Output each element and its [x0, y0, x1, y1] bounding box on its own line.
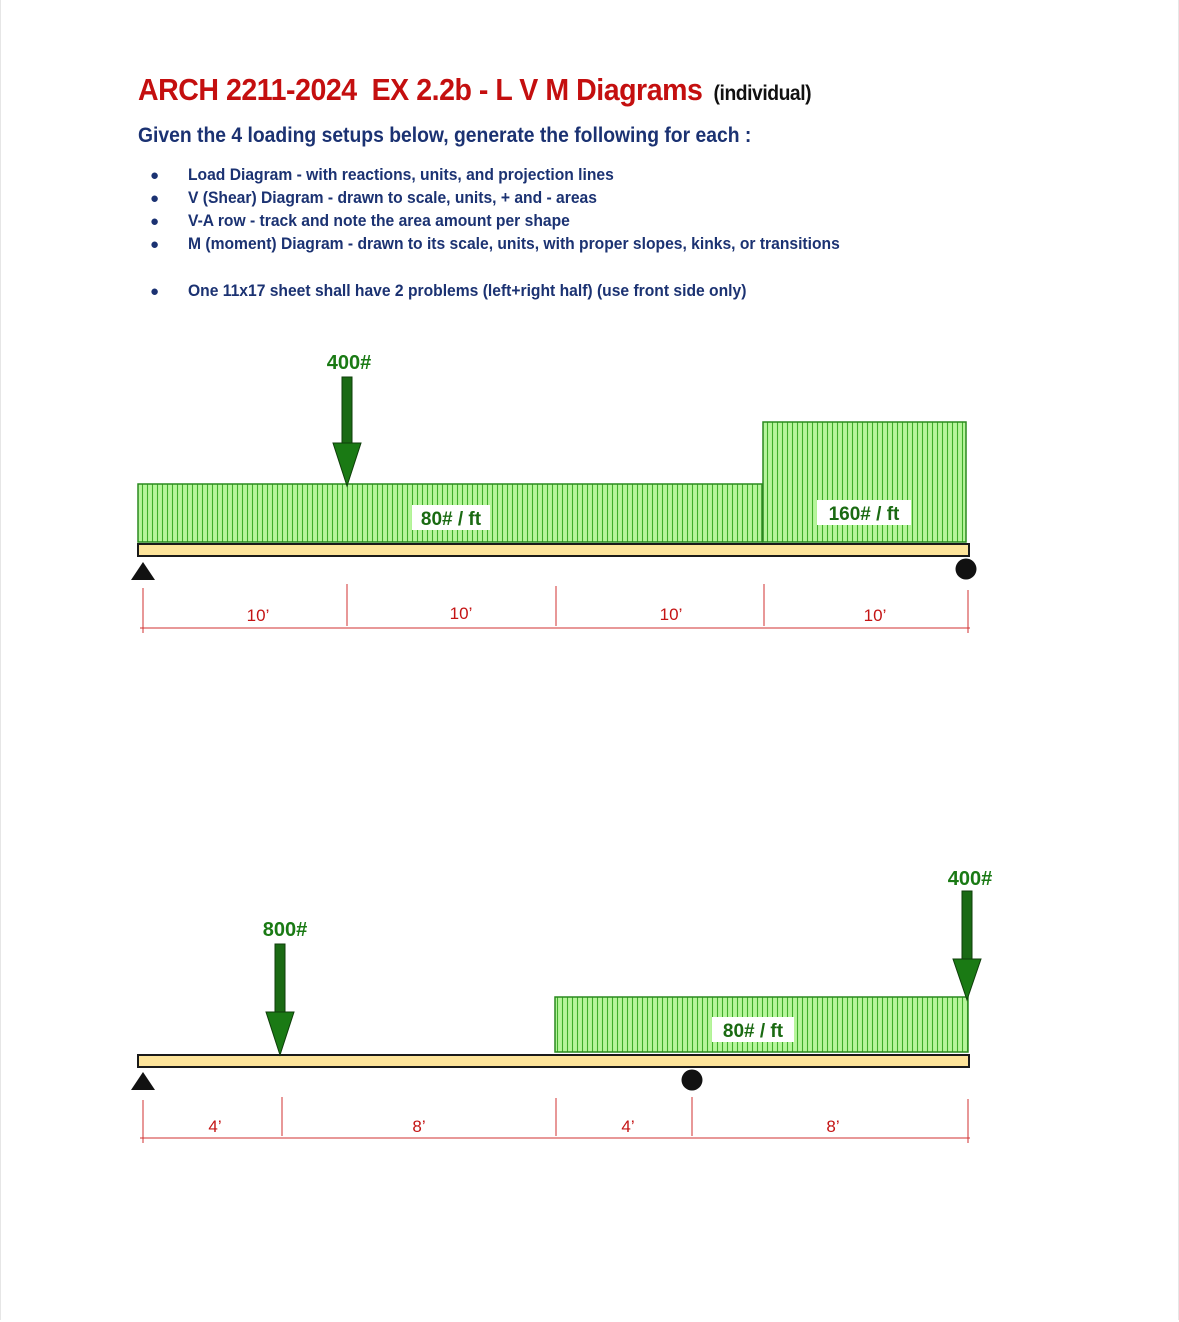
instruction-text: V-A row - track and note the area amount per shape	[188, 211, 570, 230]
point-load-label: 400#	[947, 868, 993, 890]
dimension-label: 10’	[246, 606, 270, 625]
dimension-label: 4’	[621, 1117, 635, 1136]
problem-1	[131, 352, 977, 633]
problem-2	[131, 868, 992, 1143]
point-load-arrow-icon	[266, 944, 294, 1055]
instruction-text: V (Shear) Diagram - drawn to scale, units, + and - areas	[188, 188, 597, 207]
pin-support-icon	[131, 562, 155, 580]
bullet-icon: ●	[150, 213, 160, 230]
dimension-label: 8’	[826, 1117, 840, 1136]
point-load-arrow-icon	[953, 891, 981, 1000]
bullet-icon: ●	[150, 283, 160, 300]
dimension-label: 10’	[659, 605, 683, 624]
dimension-label: 10’	[863, 606, 887, 625]
dimension-label: 10’	[449, 604, 473, 623]
roller-support-icon	[956, 559, 977, 580]
sheet-note-text: One 11x17 sheet shall have 2 problems (left+right half) (use front side only)	[188, 281, 747, 300]
beam	[138, 1055, 969, 1067]
pin-support-icon	[131, 1072, 155, 1090]
dimension-line	[140, 1097, 970, 1143]
bullet-icon: ●	[150, 190, 160, 207]
point-load-label: 800#	[262, 919, 308, 941]
roller-support-icon	[682, 1070, 703, 1091]
bullet-icon: ●	[150, 167, 160, 184]
instruction-text: Load Diagram - with reactions, units, and projection lines	[188, 165, 614, 184]
point-load-arrow-icon	[333, 377, 361, 486]
udl-160-label: 160# / ft	[828, 504, 900, 525]
bullet-icon: ●	[150, 236, 160, 253]
beam	[138, 544, 969, 556]
intro-text: Given the 4 loading setups below, generate the following for each :	[138, 124, 752, 147]
dimension-label: 8’	[412, 1117, 426, 1136]
dimension-label: 4’	[208, 1117, 222, 1136]
point-load-label: 400#	[326, 352, 372, 374]
title-suffix: (individual)	[713, 82, 812, 105]
udl-80-label: 80# / ft	[420, 509, 482, 530]
instruction-text: M (moment) Diagram - drawn to its scale, units, with proper slopes, kinks, or transitions	[188, 234, 840, 253]
udl-80-label: 80# / ft	[722, 1021, 784, 1042]
title-main: ARCH 2211-2024 EX 2.2b - L V M Diagrams	[138, 72, 703, 107]
